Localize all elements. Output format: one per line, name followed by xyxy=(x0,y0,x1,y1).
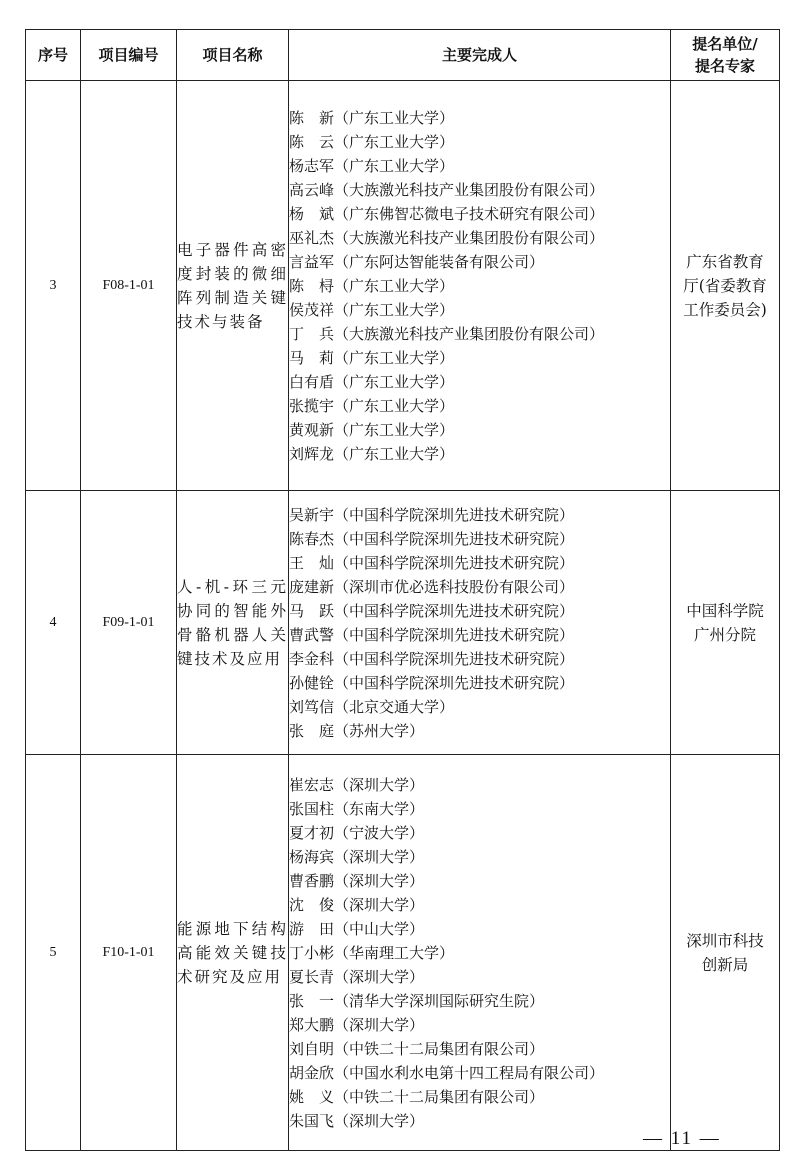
row-code: F09-1-01 xyxy=(81,491,177,755)
person-entry: 白有盾（广东工业大学） xyxy=(289,372,455,391)
person-entry: 张国柱（东南大学） xyxy=(289,799,425,818)
person-entry: 朱国飞（深圳大学） xyxy=(289,1111,425,1130)
row-project-name: 电子器件高密度封装的微细阵列制造关键技术与装备 xyxy=(177,81,289,491)
row-people xyxy=(289,755,671,1151)
person-entry: 刘自明（中铁二十二局集团有限公司） xyxy=(289,1039,545,1058)
person-entry: 曹武警（中国科学院深圳先进技术研究院） xyxy=(289,625,575,644)
person-entry: 夏长青（深圳大学） xyxy=(289,967,425,986)
person-entry: 郑大鹏（深圳大学） xyxy=(289,1015,425,1034)
page-number: — 11 — xyxy=(643,1128,721,1149)
header-unit xyxy=(671,30,780,81)
row-nominating-unit xyxy=(671,81,780,491)
unit-line: 创新局 xyxy=(701,955,749,974)
person-entry: 丁 兵（大族激光科技产业集团股份有限公司） xyxy=(289,324,605,343)
person-entry: 马 莉（广东工业大学） xyxy=(289,348,455,367)
unit-line: 广州分院 xyxy=(693,625,756,644)
person-entry: 巫礼杰（大族激光科技产业集团股份有限公司） xyxy=(289,228,605,247)
person-entry: 吴新宇（中国科学院深圳先进技术研究院） xyxy=(289,505,575,524)
row-index: 4 xyxy=(26,491,81,755)
person-entry: 黄观新（广东工业大学） xyxy=(289,420,455,439)
row-index: 3 xyxy=(26,81,81,491)
row-project-name: 能源地下结构高能效关键技术研究及应用 xyxy=(177,755,289,1151)
unit-line: 中国科学院 xyxy=(686,601,764,620)
unit-line: 工作委员会) xyxy=(683,300,767,319)
row-index: 5 xyxy=(26,755,81,1151)
row-code: F08-1-01 xyxy=(81,81,177,491)
person-entry: 庞建新（深圳市优必选科技股份有限公司） xyxy=(289,577,575,596)
person-entry: 陈 新（广东工业大学） xyxy=(289,108,455,127)
unit-line: 广东省教育 xyxy=(686,252,764,271)
table-row xyxy=(26,81,780,491)
person-entry: 李金科（中国科学院深圳先进技术研究院） xyxy=(289,649,575,668)
person-entry: 姚 义（中铁二十二局集团有限公司） xyxy=(289,1087,545,1106)
person-entry: 马 跃（中国科学院深圳先进技术研究院） xyxy=(289,601,575,620)
person-entry: 言益军（广东阿达智能装备有限公司） xyxy=(289,252,545,271)
header-name: 项目名称 xyxy=(177,30,289,81)
person-entry: 侯茂祥（广东工业大学） xyxy=(289,300,455,319)
header-code: 项目编号 xyxy=(81,30,177,81)
person-entry: 崔宏志（深圳大学） xyxy=(289,775,425,794)
person-entry: 夏才初（宁波大学） xyxy=(289,823,425,842)
person-entry: 游 田（中山大学） xyxy=(289,919,425,938)
person-entry: 曹香鹏（深圳大学） xyxy=(289,871,425,890)
awards-table xyxy=(25,29,780,1151)
person-entry: 张 一（清华大学深圳国际研究生院） xyxy=(289,991,545,1010)
person-entry: 孙健铨（中国科学院深圳先进技术研究院） xyxy=(289,673,575,692)
row-nominating-unit xyxy=(671,755,780,1151)
person-entry: 高云峰（大族激光科技产业集团股份有限公司） xyxy=(289,180,605,199)
person-entry: 刘笃信（北京交通大学） xyxy=(289,697,455,716)
table-row xyxy=(26,755,780,1151)
header-unit-line2: 提名专家 xyxy=(694,57,755,75)
person-entry: 张 庭（苏州大学） xyxy=(289,721,425,740)
row-people xyxy=(289,81,671,491)
person-entry: 刘辉龙（广东工业大学） xyxy=(289,444,455,463)
header-row xyxy=(26,30,780,81)
row-project-name: 人-机-环三元协同的智能外骨骼机器人关键技术及应用 xyxy=(177,491,289,755)
person-entry: 杨海宾（深圳大学） xyxy=(289,847,425,866)
row-people xyxy=(289,491,671,755)
person-entry: 杨 斌（广东佛智芯微电子技术研究有限公司） xyxy=(289,204,605,223)
person-entry: 丁小彬（华南理工大学） xyxy=(289,943,455,962)
person-entry: 陈春杰（中国科学院深圳先进技术研究院） xyxy=(289,529,575,548)
unit-line: 深圳市科技 xyxy=(686,931,764,950)
row-code: F10-1-01 xyxy=(81,755,177,1151)
header-unit-line1: 提名单位/ xyxy=(692,35,758,53)
header-index: 序号 xyxy=(26,30,81,81)
person-entry: 陈 桪（广东工业大学） xyxy=(289,276,455,295)
unit-line: 厅(省委教育 xyxy=(683,276,767,295)
row-nominating-unit xyxy=(671,491,780,755)
header-people: 主要完成人 xyxy=(289,30,671,81)
person-entry: 胡金欣（中国水利水电第十四工程局有限公司） xyxy=(289,1063,605,1082)
person-entry: 沈 俊（深圳大学） xyxy=(289,895,425,914)
person-entry: 张揽宇（广东工业大学） xyxy=(289,396,455,415)
table-row xyxy=(26,491,780,755)
person-entry: 杨志军（广东工业大学） xyxy=(289,156,455,175)
person-entry: 陈 云（广东工业大学） xyxy=(289,132,455,151)
person-entry: 王 灿（中国科学院深圳先进技术研究院） xyxy=(289,553,575,572)
